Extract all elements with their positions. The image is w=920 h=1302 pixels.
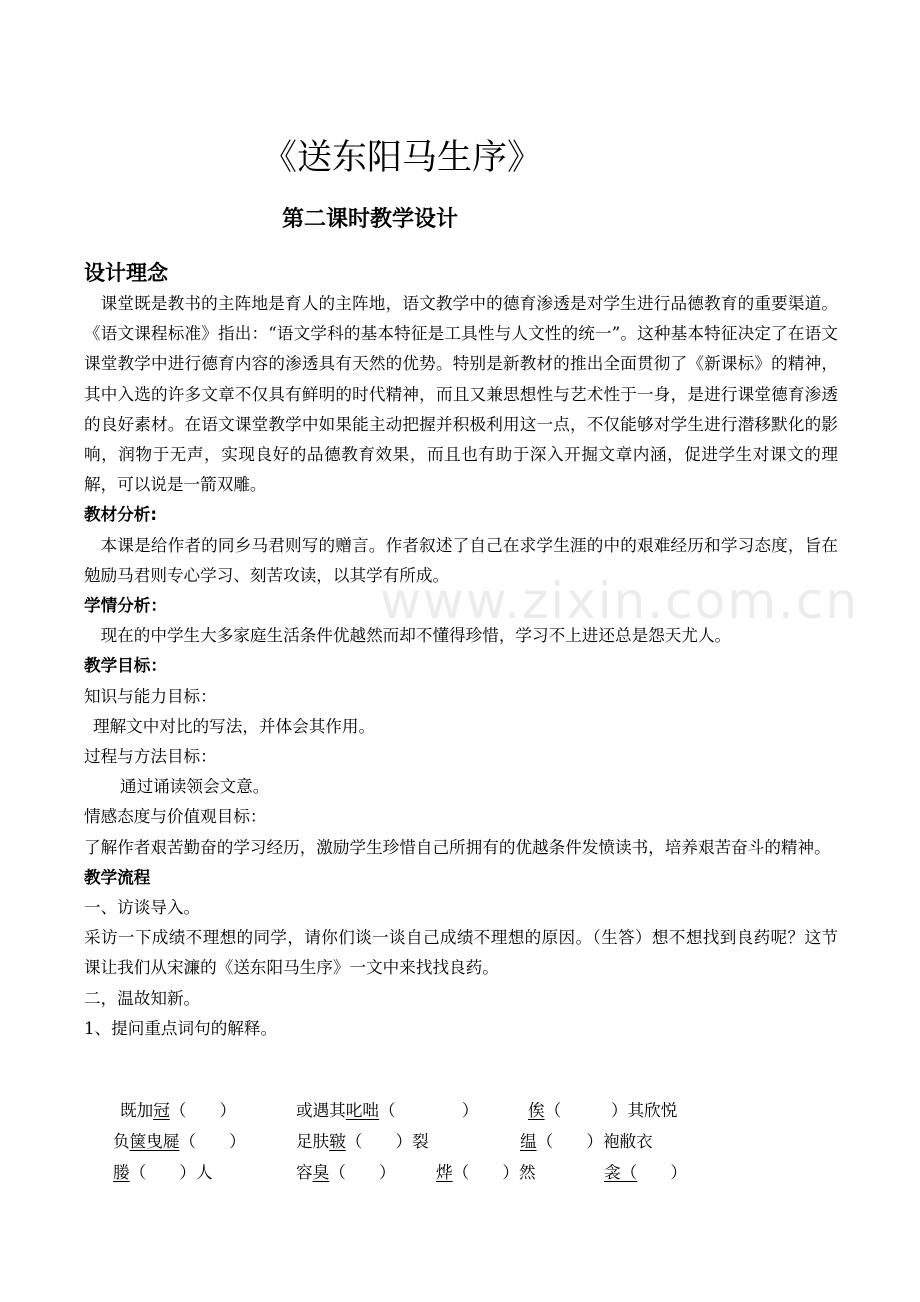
watermark: www.zixin.com.cn <box>380 572 860 630</box>
goal1-label: 知识与能力目标： <box>84 686 217 706</box>
vocab-item: 衾（ ） <box>604 1163 687 1182</box>
vocab-item: 负箧曳屣（ ） <box>113 1132 246 1151</box>
student-heading: 学情分析： <box>84 596 167 616</box>
goals-heading: 教学目标： <box>84 656 167 676</box>
step1-label: 一、访谈导入。 <box>84 898 201 918</box>
vocab-item: 足肤皲（ ）裂 <box>296 1132 429 1151</box>
goal2-label: 过程与方法目标： <box>84 747 217 767</box>
goal3-label: 情感态度与价值观目标： <box>84 807 267 827</box>
step2-label: 二，温故知新。 <box>84 988 201 1008</box>
document-subtitle: 第二课时教学设计 <box>282 207 459 232</box>
vocab-item: 或遇其叱咄（ ） <box>296 1101 479 1120</box>
design-heading: 设计理念 <box>84 261 168 285</box>
vocab-item: 俟（ ）其欣悦 <box>528 1101 678 1120</box>
document-title: 《送东阳马生序》 <box>262 138 543 178</box>
goal2-text: 通过诵读领会文意。 <box>120 777 270 797</box>
process-heading: 教学流程 <box>84 867 151 887</box>
goal1-text: 理解文中对比的写法，并体会其作用。 <box>93 716 376 736</box>
goal3-text: 了解作者艰苦勤奋的学习经历，激励学生珍惜自己所拥有的优越条件发愤读书，培养艰苦奋斗的精神。 <box>84 837 831 857</box>
step2-sub: 1、提问重点词句的解释。 <box>84 1018 278 1038</box>
student-paragraph: 现在的中学生大多家庭生活条件优越然而却不懂得珍惜，学习不上进还总是怨天尤人。 <box>100 626 732 646</box>
material-heading: 教材分析: <box>84 505 158 525</box>
design-paragraph: 课堂既是教书的主阵地是育人的主阵地，语文教学中的德育渗透是对学生进行品德教育的重要渠道。《语文课程标准》指出：“语文学科的基本特征是工具性与人文性的统一”。这种基本特征决定了在语文课堂教学中进行德育内容的渗透具有天然的优势。特别是新教材的推出全面贯彻了《新课标》的精神，其中入选的许多文章不仅具有鲜明的时代精神，而且又兼思想性与艺术性于一身，是进行课堂德育渗透的良好素材。在语文课堂教学中如果能主动把握并积极利用这一点，不仅能够对学生进行潜移默化的影响，润物于无声，实现良好的品德教育效果，而且也有助于深入开掘文章内涵，促进学生对课文的理解，可以说是一箭双雕。 <box>84 294 838 495</box>
step1-text: 采访一下成绩不理想的同学，请你们谈一谈自己成绩不理想的原因。（生答）想不想找到良药呢？这节课让我们从宋濂的《送东阳马生序》一文中来找找良药。 <box>84 928 838 978</box>
document-body <box>84 257 838 1044</box>
vocab-item: 既加冠（ ） <box>120 1101 237 1120</box>
vocab-item: 容臭（ ） <box>296 1163 396 1182</box>
vocab-item: 烨（ ）然 <box>436 1163 536 1182</box>
material-paragraph: 本课是给作者的同乡马君则写的赠言。作者叙述了自己在求学生涯的中的艰难经历和学习态度，旨在勉励马君则专心学习、刻苦攻读，以其学有所成。 <box>84 535 838 585</box>
vocab-item: 媵（ ）人 <box>113 1163 213 1182</box>
vocab-item: 缊（ ）袍敝衣 <box>520 1132 653 1151</box>
